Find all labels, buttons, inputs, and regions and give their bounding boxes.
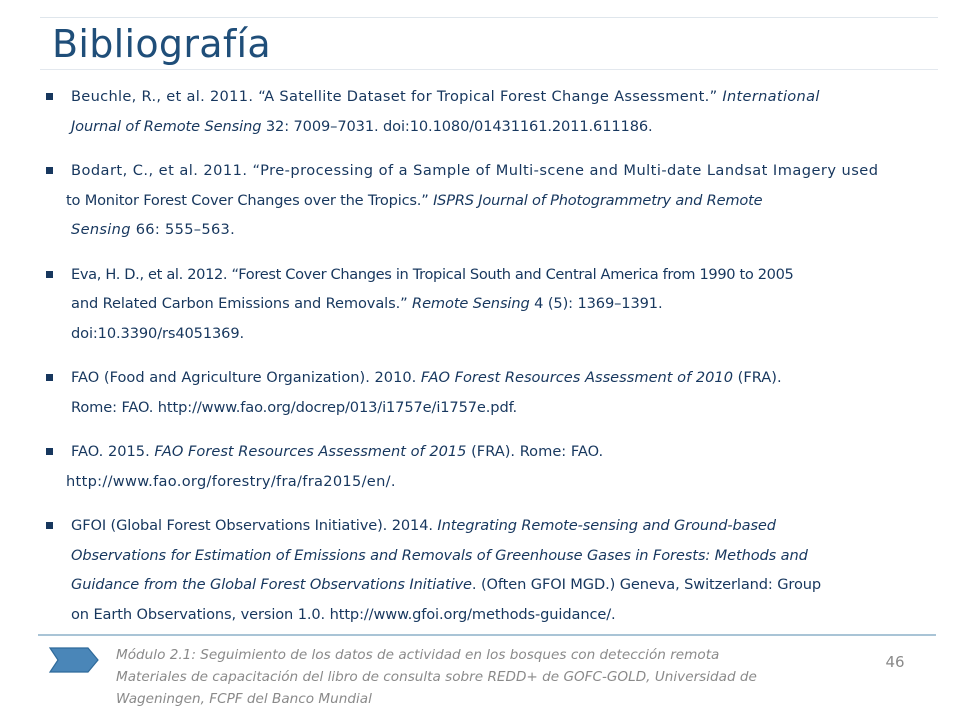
square-bullet-icon <box>46 271 53 278</box>
reference-line <box>71 215 930 245</box>
reference-text: FAO. 2015. <box>71 443 155 460</box>
reference-item <box>0 260 960 349</box>
reference-line <box>66 186 930 216</box>
footer-line-2: Materiales de capacitación del libro de consulta sobre REDD+ de GOFC-GOLD, Universidad de <box>116 669 757 685</box>
reference-text: to Monitor Forest Cover Changes over the Tropics.” <box>66 191 434 209</box>
reference-text: . (Often GFOI MGD.) Geneva, Switzerland: Group <box>471 576 822 593</box>
reference-item <box>0 363 960 422</box>
square-bullet-icon <box>46 522 53 529</box>
reference-line <box>71 393 930 423</box>
reference-item <box>0 156 960 245</box>
reference-line <box>71 437 930 467</box>
reference-text: FAO (Food and Agriculture Organization). 2010. <box>71 369 421 386</box>
reference-text-italic: Observations for Estimation of Emissions and Removals of Greenhouse Gases in Forests: Methods and <box>71 546 808 564</box>
reference-text: 4 (5): 1369–1391. <box>529 295 663 312</box>
footer-divider <box>38 634 936 636</box>
reference-text-italic: Sensing <box>71 221 131 238</box>
reference-text: GFOI (Global Forest Observations Initiative). 2014. <box>71 517 438 534</box>
reference-text: Rome: FAO. http://www.fao.org/docrep/013/i1757e/i1757e.pdf. <box>71 398 518 416</box>
reference-line <box>71 260 930 290</box>
reference-text-italic: FAO Forest Resources Assessment of 2015 <box>154 443 467 460</box>
square-bullet-icon <box>46 93 53 100</box>
reference-line <box>71 541 930 571</box>
square-bullet-icon <box>46 448 53 455</box>
reference-list <box>0 82 960 644</box>
reference-text: Bodart, C., et al. 2011. “Pre-processing of a Sample of Multi-scene and Multi-date Landsat Imagery used <box>71 162 879 179</box>
reference-line <box>71 82 930 112</box>
reference-text: Eva, H. D., et al. 2012. “Forest Cover Changes in Tropical South and Central America from 1990 to 2005 <box>71 265 794 283</box>
page-number: 46 <box>885 653 905 671</box>
reference-item <box>0 437 960 496</box>
reference-text: 66: 555–563. <box>130 221 236 238</box>
reference-item <box>0 511 960 629</box>
reference-text: and Related Carbon Emissions and Removals.” <box>71 295 413 312</box>
square-bullet-icon <box>46 167 53 174</box>
reference-text-italic: Remote Sensing <box>412 295 530 312</box>
reference-text: http://www.fao.org/forestry/fra/fra2015/en/. <box>66 472 396 490</box>
reference-text-italic: ISPRS Journal of Photogrammetry and Remote <box>433 191 763 209</box>
reference-line <box>66 467 930 497</box>
footer-caption <box>116 644 836 710</box>
square-bullet-icon <box>46 374 53 381</box>
chevron-arrow-icon <box>48 646 100 674</box>
reference-text: Beuchle, R., et al. 2011. “A Satellite Dataset for Tropical Forest Change Assessment.” <box>71 88 723 105</box>
reference-text-italic: Guidance from the Global Forest Observations Initiative <box>71 576 472 593</box>
reference-text-italic: International <box>722 88 820 105</box>
reference-text: 32: 7009–7031. doi:10.1080/01431161.2011.611186. <box>261 117 653 135</box>
reference-line <box>71 112 930 142</box>
reference-text: doi:10.3390/rs4051369. <box>71 324 245 342</box>
reference-line <box>71 600 930 630</box>
footer-line-3: Wageningen, FCPF del Banco Mundial <box>116 691 372 707</box>
reference-item <box>0 82 960 141</box>
reference-line <box>71 511 930 541</box>
title-divider <box>40 69 938 70</box>
reference-line <box>71 570 930 600</box>
reference-text-italic: Integrating Remote-sensing and Ground-based <box>437 517 776 534</box>
reference-line <box>71 363 930 393</box>
reference-line <box>71 156 930 186</box>
reference-line <box>71 319 930 349</box>
reference-text-italic: FAO Forest Resources Assessment of 2010 <box>420 369 734 386</box>
reference-text-italic: Journal of Remote Sensing <box>71 117 262 135</box>
footer-line-1: Módulo 2.1: Seguimiento de los datos de actividad en los bosques con detección remota <box>116 647 720 663</box>
page-title: Bibliografía <box>52 22 271 66</box>
reference-text: on Earth Observations, version 1.0. http://www.gfoi.org/methods-guidance/. <box>71 605 616 623</box>
reference-text: (FRA). Rome: FAO. <box>466 443 604 460</box>
reference-text: (FRA). <box>733 369 782 386</box>
reference-line <box>71 289 930 319</box>
